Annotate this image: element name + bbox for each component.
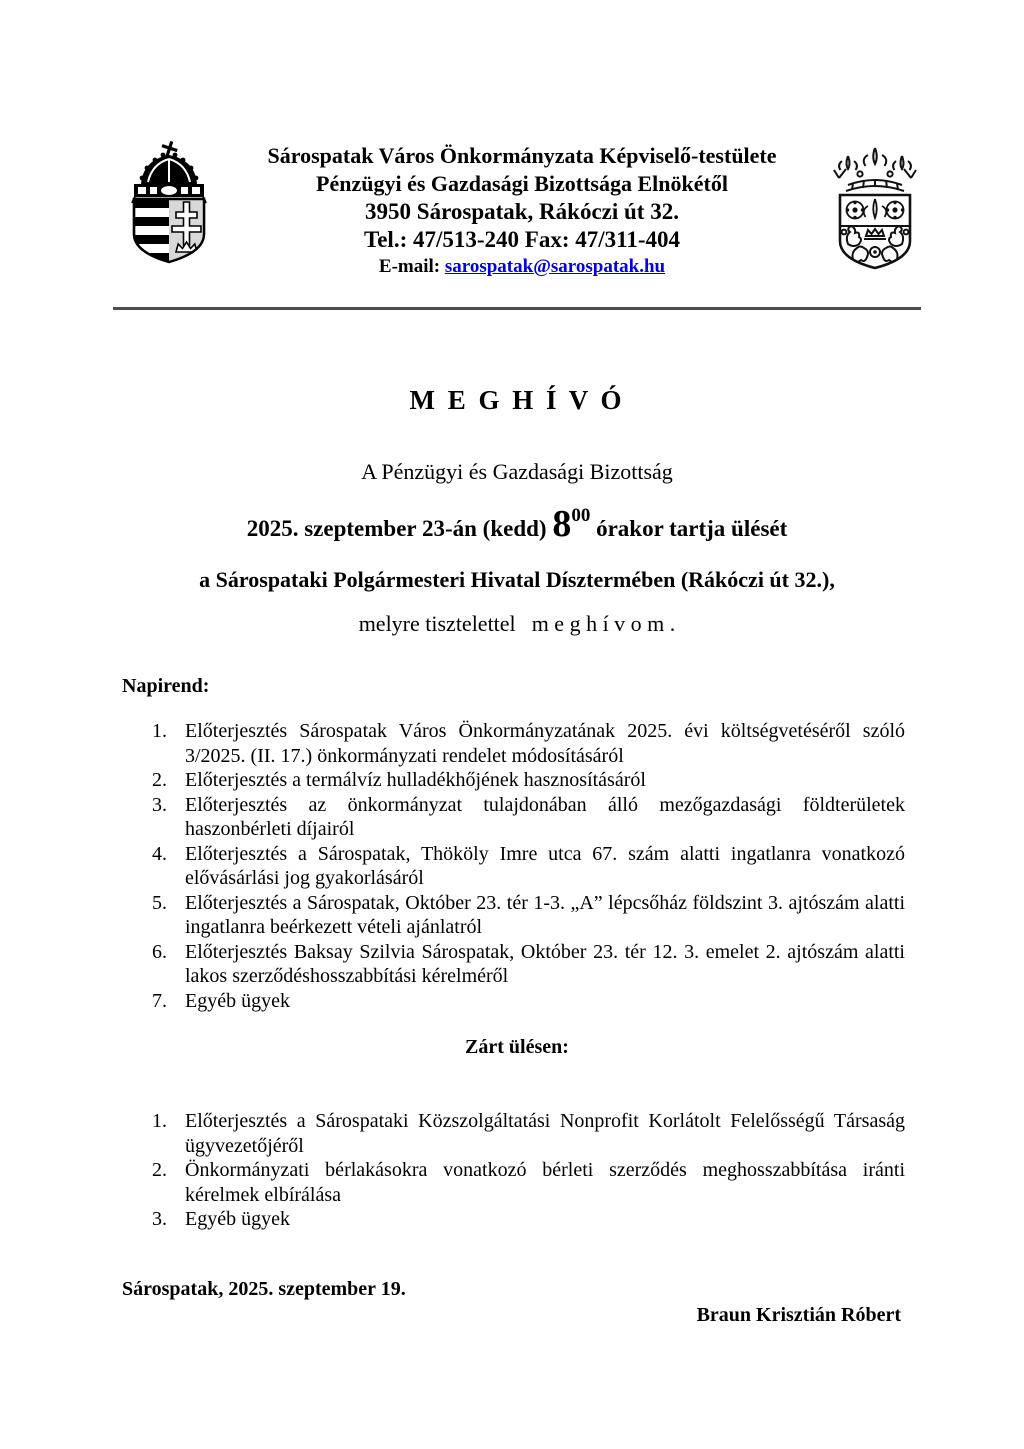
agenda-list bbox=[113, 719, 921, 1013]
sarospatak-coat-of-arms-icon bbox=[831, 140, 921, 276]
meeting-hour: 8 bbox=[552, 503, 572, 545]
email-label: E-mail: bbox=[378, 256, 445, 277]
item-number: 5. bbox=[152, 891, 167, 914]
letterhead-text bbox=[213, 140, 831, 280]
document-title: M E G H Í V Ó bbox=[409, 385, 625, 415]
item-text: Előterjesztés a termálvíz hulladékhőjének hasznosításáról bbox=[185, 769, 646, 791]
closed-session-item bbox=[152, 1158, 905, 1207]
agenda-item bbox=[152, 793, 905, 842]
item-number: 3. bbox=[152, 1208, 167, 1230]
signature-name: Braun Krisztián Róbert bbox=[696, 1303, 901, 1326]
email-link[interactable]: sarospatak@sarospatak.hu bbox=[444, 256, 666, 277]
item-text: Előterjesztés a Sárospatak, Thököly Imre utca 67. szám alatti ingatlanra vonatkozó elővásárlási jog gyakorlásáról bbox=[185, 842, 905, 889]
closed-session-item bbox=[152, 1207, 905, 1232]
phone-fax-line: Tel.: 47/513-240 Fax: 47/311-404 bbox=[363, 227, 681, 252]
committee-subtitle: A Pénzügyi és Gazdasági Bizottság bbox=[361, 459, 673, 484]
item-number: 2. bbox=[152, 1159, 167, 1181]
item-text: Előterjesztés az önkormányzat tulajdonában álló mezőgazdasági földterületek haszonbérleti díjairól bbox=[185, 793, 905, 840]
closing-spaced-word: m e g h í v o m . bbox=[531, 611, 676, 636]
org-name-line: Sárospatak Város Önkormányzata Képviselő-testülete bbox=[267, 143, 777, 168]
closed-session-item bbox=[152, 1109, 905, 1158]
item-text: Előterjesztés Sárospatak Város Önkormányzatának 2025. évi költségvetéséről szóló 3/2025. (II. 17.) önkormányzati rendelet módosításáról bbox=[185, 720, 905, 767]
closing-prefix: melyre tisztelettel bbox=[358, 611, 516, 636]
hungarian-coat-of-arms-icon bbox=[113, 140, 213, 269]
item-text: Előterjesztés Baksay Szilvia Sárospatak, Október 23. tér 12. 3. emelet 2. ajtószám alatti lakos szerződéshosszabbítási kérelméről bbox=[185, 940, 905, 987]
item-number: 6. bbox=[152, 940, 167, 963]
item-number: 2. bbox=[152, 769, 167, 791]
closed-session-list bbox=[113, 1109, 921, 1232]
item-text: Előterjesztés a Sárospataki Közszolgáltatási Nonprofit Korlátolt Felelősségű Társaság ügyvezetőjéről bbox=[185, 1110, 905, 1157]
meeting-minutes: 00 bbox=[571, 505, 591, 526]
item-text: Önkormányzati bérlakásokra vonatkozó bérleti szerződés meghosszabbítása iránti kérelmek elbírálása bbox=[185, 1159, 905, 1206]
item-text: Egyéb ügyek bbox=[185, 989, 290, 1012]
closed-session-heading: Zárt ülésen: bbox=[465, 1036, 569, 1058]
meeting-datetime bbox=[113, 502, 921, 553]
agenda-item bbox=[152, 842, 905, 891]
agenda-item bbox=[152, 768, 905, 793]
agenda-item bbox=[152, 940, 905, 989]
agenda-heading: Napirend: bbox=[122, 675, 210, 697]
agenda-item bbox=[152, 719, 905, 768]
letterhead bbox=[113, 0, 921, 280]
item-number: 4. bbox=[152, 842, 167, 865]
agenda-item bbox=[152, 989, 905, 1014]
agenda-item bbox=[152, 891, 905, 940]
closing-line bbox=[113, 611, 921, 637]
item-number: 1. bbox=[152, 720, 167, 742]
meeting-location: a Sárospataki Polgármesteri Hivatal Dísztermében (Rákóczi út 32.), bbox=[199, 567, 835, 592]
address-line: 3950 Sárospatak, Rákóczi út 32. bbox=[365, 199, 679, 224]
item-text: Előterjesztés a Sárospatak, Október 23. tér 1-3. „A” lépcsőház földszint 3. ajtószám alatti ingatlanra beérkezett vételi ajánlatról bbox=[185, 891, 905, 938]
footer-date-line: Sárospatak, 2025. szeptember 19. bbox=[122, 1277, 406, 1300]
header-divider bbox=[113, 307, 921, 310]
item-number: 3. bbox=[152, 793, 167, 816]
item-text: Egyéb ügyek bbox=[185, 1208, 290, 1230]
meeting-datetime-suffix: órakor tartja ülését bbox=[590, 516, 788, 541]
item-number: 7. bbox=[152, 989, 167, 1012]
email-line bbox=[213, 254, 831, 280]
meeting-date: 2025. szeptember 23-án (kedd) bbox=[246, 516, 553, 541]
item-number: 1. bbox=[152, 1110, 167, 1132]
committee-line: Pénzügyi és Gazdasági Bizottsága Elnökétől bbox=[316, 171, 728, 196]
